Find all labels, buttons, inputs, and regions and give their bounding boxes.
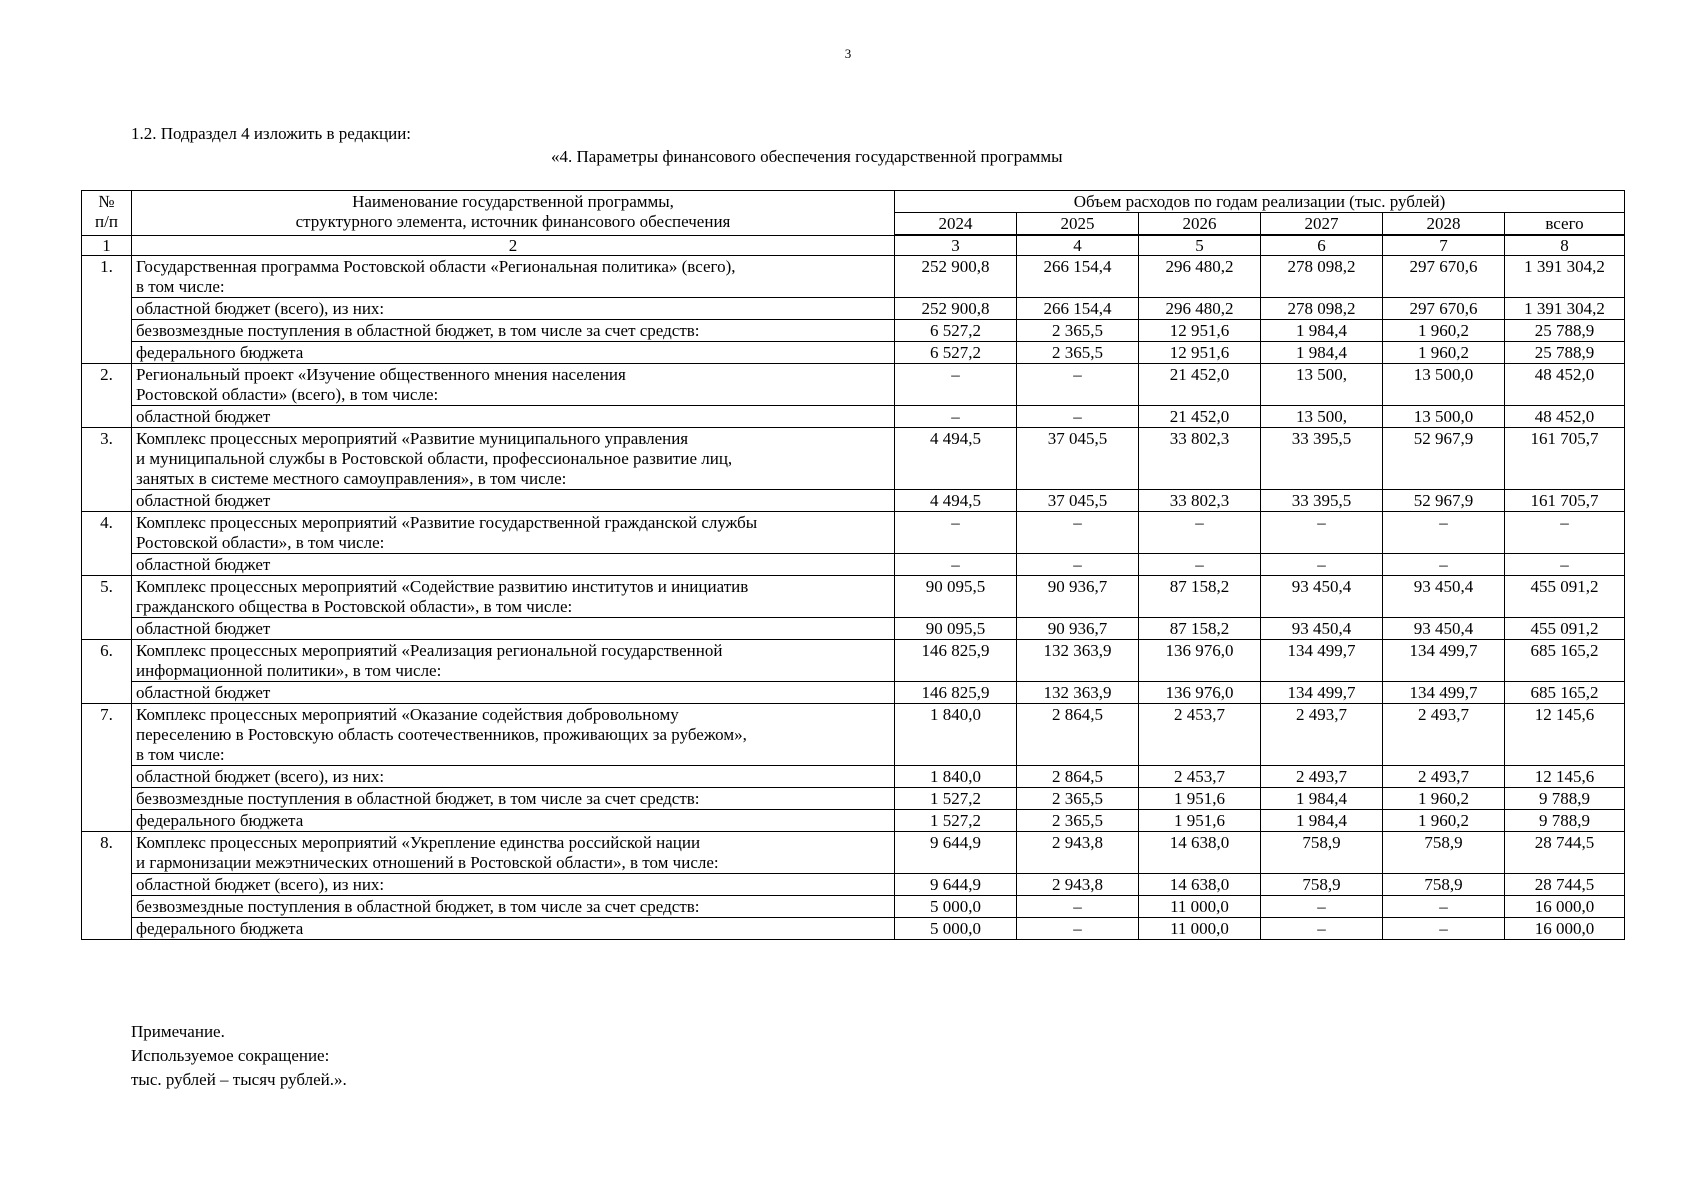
year-value: – bbox=[1261, 512, 1383, 554]
year-value: 146 825,9 bbox=[895, 682, 1017, 704]
header-total: всего bbox=[1505, 213, 1625, 236]
year-value: 1 840,0 bbox=[895, 704, 1017, 766]
year-value: 2 365,5 bbox=[1017, 342, 1139, 364]
year-value: 37 045,5 bbox=[1017, 428, 1139, 490]
header-year: 2025 bbox=[1017, 213, 1139, 236]
table-row bbox=[82, 576, 1625, 618]
year-value: 252 900,8 bbox=[895, 298, 1017, 320]
table-row bbox=[82, 832, 1625, 874]
year-value: 136 976,0 bbox=[1139, 640, 1261, 682]
year-value: 93 450,4 bbox=[1383, 576, 1505, 618]
total-value: 25 788,9 bbox=[1505, 342, 1625, 364]
total-value: 455 091,2 bbox=[1505, 576, 1625, 618]
year-value: – bbox=[1139, 512, 1261, 554]
year-value: 134 499,7 bbox=[1261, 682, 1383, 704]
table-title: «4. Параметры финансового обеспечения государственной программы bbox=[551, 147, 1063, 166]
total-value: 455 091,2 bbox=[1505, 618, 1625, 640]
year-value: 146 825,9 bbox=[895, 640, 1017, 682]
year-value: 278 098,2 bbox=[1261, 256, 1383, 298]
column-number: 3 bbox=[895, 235, 1017, 256]
year-value: 33 395,5 bbox=[1261, 490, 1383, 512]
year-value: 297 670,6 bbox=[1383, 298, 1505, 320]
year-value: 4 494,5 bbox=[895, 490, 1017, 512]
year-value: 1 984,4 bbox=[1261, 810, 1383, 832]
year-value: 758,9 bbox=[1383, 832, 1505, 874]
row-name: областной бюджет (всего), из них: bbox=[132, 874, 895, 896]
year-value: 2 864,5 bbox=[1017, 766, 1139, 788]
row-name: федерального бюджета bbox=[132, 918, 895, 940]
year-value: – bbox=[1139, 554, 1261, 576]
table-row bbox=[82, 364, 1625, 406]
year-value: 2 453,7 bbox=[1139, 704, 1261, 766]
page-number: 3 bbox=[844, 46, 852, 61]
total-value: 16 000,0 bbox=[1505, 918, 1625, 940]
year-value: 2 493,7 bbox=[1383, 766, 1505, 788]
table-row bbox=[82, 342, 1625, 364]
year-value: 5 000,0 bbox=[895, 918, 1017, 940]
total-value: 16 000,0 bbox=[1505, 896, 1625, 918]
table-row bbox=[82, 810, 1625, 832]
total-value: 685 165,2 bbox=[1505, 640, 1625, 682]
total-value: 9 788,9 bbox=[1505, 810, 1625, 832]
year-value: 13 500, bbox=[1261, 406, 1383, 428]
row-name: безвозмездные поступления в областной бюджет, в том числе за счет средств: bbox=[132, 896, 895, 918]
year-value: 2 864,5 bbox=[1017, 704, 1139, 766]
year-value: 1 840,0 bbox=[895, 766, 1017, 788]
year-value: 2 493,7 bbox=[1383, 704, 1505, 766]
year-value: 9 644,9 bbox=[895, 832, 1017, 874]
row-name: областной бюджет bbox=[132, 682, 895, 704]
total-value: 161 705,7 bbox=[1505, 428, 1625, 490]
column-number: 5 bbox=[1139, 235, 1261, 256]
year-value: 132 363,9 bbox=[1017, 640, 1139, 682]
total-value: 48 452,0 bbox=[1505, 406, 1625, 428]
year-value: 90 095,5 bbox=[895, 576, 1017, 618]
table-row bbox=[82, 320, 1625, 342]
year-value: 134 499,7 bbox=[1261, 640, 1383, 682]
year-value: 758,9 bbox=[1383, 874, 1505, 896]
year-value: 12 951,6 bbox=[1139, 342, 1261, 364]
header-year: 2028 bbox=[1383, 213, 1505, 236]
year-value: 136 976,0 bbox=[1139, 682, 1261, 704]
year-value: 1 984,4 bbox=[1261, 320, 1383, 342]
year-value: 2 943,8 bbox=[1017, 874, 1139, 896]
year-value: 2 453,7 bbox=[1139, 766, 1261, 788]
row-name: безвозмездные поступления в областной бюджет, в том числе за счет средств: bbox=[132, 788, 895, 810]
year-value: – bbox=[1383, 896, 1505, 918]
year-value: 52 967,9 bbox=[1383, 428, 1505, 490]
year-value: 2 365,5 bbox=[1017, 810, 1139, 832]
table-row bbox=[82, 554, 1625, 576]
row-name: Комплекс процессных мероприятий «Содействие развитию институтов и инициатив гражданского общества в Ростовской области», в том числе: bbox=[132, 576, 895, 618]
year-value: 758,9 bbox=[1261, 874, 1383, 896]
row-number: 6. bbox=[82, 640, 132, 704]
table-row bbox=[82, 766, 1625, 788]
total-value: 1 391 304,2 bbox=[1505, 256, 1625, 298]
row-name: федерального бюджета bbox=[132, 342, 895, 364]
year-value: 2 943,8 bbox=[1017, 832, 1139, 874]
year-value: 1 960,2 bbox=[1383, 342, 1505, 364]
year-value: 297 670,6 bbox=[1383, 256, 1505, 298]
year-value: 6 527,2 bbox=[895, 342, 1017, 364]
column-number: 6 bbox=[1261, 235, 1383, 256]
year-value: 33 802,3 bbox=[1139, 428, 1261, 490]
year-value: 11 000,0 bbox=[1139, 896, 1261, 918]
header-name: Наименование государственной программы, структурного элемента, источник финансового обеспечения bbox=[132, 191, 895, 236]
year-value: – bbox=[1017, 918, 1139, 940]
year-value: 1 984,4 bbox=[1261, 788, 1383, 810]
year-value: 252 900,8 bbox=[895, 256, 1017, 298]
note-title: Примечание. bbox=[131, 1022, 225, 1041]
year-value: – bbox=[1017, 364, 1139, 406]
row-name: Государственная программа Ростовской области «Региональная политика» (всего), в том числе: bbox=[132, 256, 895, 298]
total-value: 161 705,7 bbox=[1505, 490, 1625, 512]
year-value: – bbox=[1017, 554, 1139, 576]
table-row bbox=[82, 512, 1625, 554]
year-value: 1 527,2 bbox=[895, 810, 1017, 832]
year-value: 278 098,2 bbox=[1261, 298, 1383, 320]
header-year: 2027 bbox=[1261, 213, 1383, 236]
table-row bbox=[82, 490, 1625, 512]
row-name: областной бюджет bbox=[132, 406, 895, 428]
year-value: 11 000,0 bbox=[1139, 918, 1261, 940]
table-row bbox=[82, 428, 1625, 490]
year-value: – bbox=[1017, 512, 1139, 554]
total-value: 12 145,6 bbox=[1505, 704, 1625, 766]
intro-paragraph: 1.2. Подраздел 4 изложить в редакции: bbox=[131, 124, 412, 143]
year-value: 33 395,5 bbox=[1261, 428, 1383, 490]
row-number: 2. bbox=[82, 364, 132, 428]
year-value: 52 967,9 bbox=[1383, 490, 1505, 512]
table-row bbox=[82, 918, 1625, 940]
row-name: областной бюджет (всего), из них: bbox=[132, 766, 895, 788]
row-name: безвозмездные поступления в областной бюджет, в том числе за счет средств: bbox=[132, 320, 895, 342]
year-value: – bbox=[1261, 554, 1383, 576]
row-name: Комплекс процессных мероприятий «Реализация региональной государственной информационной политики», в том числе: bbox=[132, 640, 895, 682]
row-name: областной бюджет (всего), из них: bbox=[132, 298, 895, 320]
year-value: 93 450,4 bbox=[1261, 576, 1383, 618]
year-value: 6 527,2 bbox=[895, 320, 1017, 342]
table-row bbox=[82, 298, 1625, 320]
column-number: 1 bbox=[82, 235, 132, 256]
year-value: 1 527,2 bbox=[895, 788, 1017, 810]
year-value: – bbox=[895, 406, 1017, 428]
year-value: – bbox=[895, 512, 1017, 554]
header-year: 2024 bbox=[895, 213, 1017, 236]
row-number: 8. bbox=[82, 832, 132, 940]
year-value: 2 365,5 bbox=[1017, 788, 1139, 810]
row-number: 4. bbox=[82, 512, 132, 576]
table-row bbox=[82, 874, 1625, 896]
year-value: 1 951,6 bbox=[1139, 788, 1261, 810]
note-line: Используемое сокращение: bbox=[131, 1046, 330, 1065]
table-row bbox=[82, 896, 1625, 918]
row-name: областной бюджет bbox=[132, 554, 895, 576]
table-row bbox=[82, 618, 1625, 640]
year-value: 2 493,7 bbox=[1261, 766, 1383, 788]
year-value: – bbox=[1383, 918, 1505, 940]
total-value: – bbox=[1505, 554, 1625, 576]
year-value: 21 452,0 bbox=[1139, 406, 1261, 428]
total-value: 12 145,6 bbox=[1505, 766, 1625, 788]
year-value: 87 158,2 bbox=[1139, 618, 1261, 640]
row-name: Комплекс процессных мероприятий «Развитие муниципального управления и муниципальной службы в Ростовской области, профессиональное развитие лиц, занятых в системе местного самоуправления», в том числе: bbox=[132, 428, 895, 490]
year-value: 14 638,0 bbox=[1139, 874, 1261, 896]
year-value: – bbox=[1261, 918, 1383, 940]
year-value: 13 500,0 bbox=[1383, 364, 1505, 406]
total-value: 48 452,0 bbox=[1505, 364, 1625, 406]
year-value: 14 638,0 bbox=[1139, 832, 1261, 874]
column-number: 8 bbox=[1505, 235, 1625, 256]
note-block bbox=[131, 1020, 347, 1092]
note-line: тыс. рублей – тысяч рублей.». bbox=[131, 1070, 347, 1089]
row-name: областной бюджет bbox=[132, 490, 895, 512]
row-name: Комплекс процессных мероприятий «Оказание содействия добровольному переселению в Ростовскую область соотечественников, проживающих за рубежом», в том числе: bbox=[132, 704, 895, 766]
table-row bbox=[82, 406, 1625, 428]
header-row-top bbox=[82, 191, 1625, 213]
year-value: – bbox=[895, 364, 1017, 406]
table-row bbox=[82, 682, 1625, 704]
table-row bbox=[82, 256, 1625, 298]
year-value: – bbox=[1383, 554, 1505, 576]
year-value: 9 644,9 bbox=[895, 874, 1017, 896]
year-value: 2 365,5 bbox=[1017, 320, 1139, 342]
total-value: 28 744,5 bbox=[1505, 874, 1625, 896]
row-name: федерального бюджета bbox=[132, 810, 895, 832]
year-value: – bbox=[1261, 896, 1383, 918]
year-value: 13 500,0 bbox=[1383, 406, 1505, 428]
year-value: 1 984,4 bbox=[1261, 342, 1383, 364]
row-number: 1. bbox=[82, 256, 132, 364]
table-row bbox=[82, 640, 1625, 682]
total-value: 9 788,9 bbox=[1505, 788, 1625, 810]
year-value: 90 095,5 bbox=[895, 618, 1017, 640]
year-value: 90 936,7 bbox=[1017, 618, 1139, 640]
year-value: 93 450,4 bbox=[1383, 618, 1505, 640]
row-number: 7. bbox=[82, 704, 132, 832]
year-value: – bbox=[895, 554, 1017, 576]
total-value: 28 744,5 bbox=[1505, 832, 1625, 874]
year-value: 37 045,5 bbox=[1017, 490, 1139, 512]
year-value: 1 960,2 bbox=[1383, 320, 1505, 342]
column-number: 2 bbox=[132, 235, 895, 256]
year-value: 87 158,2 bbox=[1139, 576, 1261, 618]
table-row bbox=[82, 788, 1625, 810]
year-value: – bbox=[1383, 512, 1505, 554]
year-value: 13 500, bbox=[1261, 364, 1383, 406]
row-name: Комплекс процессных мероприятий «Развитие государственной гражданской службы Ростовской области», в том числе: bbox=[132, 512, 895, 554]
row-name: Комплекс процессных мероприятий «Укрепление единства российской нации и гармонизации межэтнических отношений в Ростовской области», в том числе: bbox=[132, 832, 895, 874]
header-volume: Объем расходов по годам реализации (тыс. рублей) bbox=[895, 191, 1625, 213]
year-value: 266 154,4 bbox=[1017, 256, 1139, 298]
column-number: 7 bbox=[1383, 235, 1505, 256]
row-name: областной бюджет bbox=[132, 618, 895, 640]
year-value: 266 154,4 bbox=[1017, 298, 1139, 320]
year-value: 132 363,9 bbox=[1017, 682, 1139, 704]
table-row bbox=[82, 704, 1625, 766]
table-body bbox=[82, 235, 1625, 940]
year-value: 4 494,5 bbox=[895, 428, 1017, 490]
year-value: 33 802,3 bbox=[1139, 490, 1261, 512]
year-value: – bbox=[1017, 896, 1139, 918]
financing-table bbox=[81, 190, 1625, 940]
year-value: 1 960,2 bbox=[1383, 788, 1505, 810]
year-value: 93 450,4 bbox=[1261, 618, 1383, 640]
year-value: 134 499,7 bbox=[1383, 640, 1505, 682]
year-value: – bbox=[1017, 406, 1139, 428]
year-value: 90 936,7 bbox=[1017, 576, 1139, 618]
year-value: 1 960,2 bbox=[1383, 810, 1505, 832]
total-value: 25 788,9 bbox=[1505, 320, 1625, 342]
header-year: 2026 bbox=[1139, 213, 1261, 236]
total-value: 1 391 304,2 bbox=[1505, 298, 1625, 320]
column-number: 4 bbox=[1017, 235, 1139, 256]
year-value: 12 951,6 bbox=[1139, 320, 1261, 342]
row-number: 5. bbox=[82, 576, 132, 640]
year-value: 296 480,2 bbox=[1139, 298, 1261, 320]
year-value: 134 499,7 bbox=[1383, 682, 1505, 704]
header-no: № п/п bbox=[82, 191, 132, 236]
year-value: 296 480,2 bbox=[1139, 256, 1261, 298]
row-name: Региональный проект «Изучение общественного мнения населения Ростовской области» (всего), в том числе: bbox=[132, 364, 895, 406]
column-numbers-row bbox=[82, 235, 1625, 256]
year-value: 5 000,0 bbox=[895, 896, 1017, 918]
row-number: 3. bbox=[82, 428, 132, 512]
total-value: – bbox=[1505, 512, 1625, 554]
year-value: 758,9 bbox=[1261, 832, 1383, 874]
year-value: 2 493,7 bbox=[1261, 704, 1383, 766]
year-value: 1 951,6 bbox=[1139, 810, 1261, 832]
total-value: 685 165,2 bbox=[1505, 682, 1625, 704]
year-value: 21 452,0 bbox=[1139, 364, 1261, 406]
